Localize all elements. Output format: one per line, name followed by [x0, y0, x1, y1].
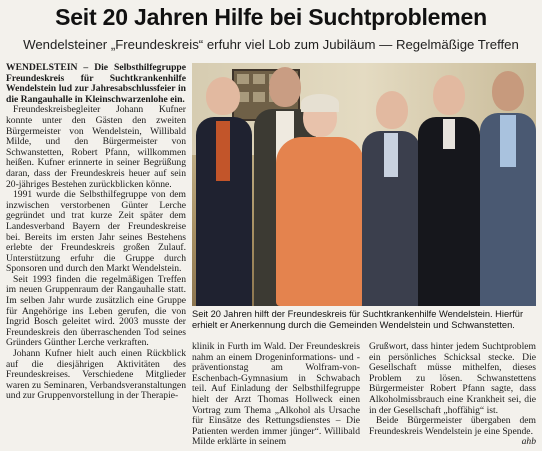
- person-figure: [362, 91, 420, 306]
- photo-caption: Seit 20 Jahren hilft der Freundeskreis für Suchtkrankenhilfe Wendelstein. Hierfür erhielt er Anerkennung durch die Gemeinden Wendelstein und Schwanstetten.: [192, 309, 524, 331]
- paragraph: 1991 wurde die Selbsthilfegruppe von dem inzwischen verstorbenen Günter Lerche gegründet und trat kurze Zeit später dem Landesverband Bayern der Freundeskreise bei. Bereits im ersten Jahr seines Bestehens erlebte der Freundeskreis großen Zulauf. Unterstützung erfuhr die Gruppe durch Sponsoren und durch den Markt Wendelstein.: [6, 189, 186, 275]
- article-column-2: [192, 342, 360, 448]
- article-column-1: [6, 63, 186, 448]
- article-column-3: [369, 342, 536, 448]
- paragraph: klinik in Furth im Wald. Der Freundeskreis nahm an einem Drogeninformations- und -präventionstag am Wolfram-von-Eschenbach-Gymnasium in Schwabach teil. Auf Einladung der Selbsthilfegruppe hielt der Arzt Thomas Hollweck einen Vortrag zum Thema „Alkohol als Ursache für Einsätze des Rettungsdienstes – Die Patienten werden immer jünger“. Willibald Milde erklärte in seinem: [192, 342, 360, 448]
- paragraph: Seit 1993 finden die regelmäßigen Treffen im neuen Gruppenraum der Rangauhalle statt. Im selben Jahr wurde zusätzlich eine Gruppe für Angehörige ins Leben gerufen, die von Ingrid Bosch geleitet wird. 2003 musste der Freundeskreis den überraschenden Tod seines Gründers Günther Lerche verkraften.: [6, 273, 186, 349]
- person-figure: [418, 73, 480, 306]
- subheadline: Wendelsteiner „Freundeskreis“ erfuhr viel Lob zum Jubiläum — Regelmäßige Treffen: [23, 37, 519, 52]
- person-figure: [276, 97, 364, 306]
- headline: Seit 20 Jahren Hilfe bei Suchtproblemen: [55, 4, 487, 30]
- paragraph: Beide Bürgermeister übergaben dem Freundeskreis Wendelstein je eine Spende.: [369, 415, 536, 437]
- author-signature: ahb: [521, 436, 536, 448]
- group-photo: [192, 63, 536, 306]
- paragraph: Johann Kufner hielt auch einen Rückblick auf die diesjährigen Aktivitäten des Freundeskreises. Verschiedene Mitglieder waren zu Seminaren, Verbandsveranstaltungen und zur Gruppenvorstellung in der Therapie-: [6, 348, 186, 402]
- person-figure: [480, 69, 536, 306]
- lead-paragraph: WENDELSTEIN – Die Selbsthilfegruppe Freundeskreis für Suchtkrankenhilfe Wendelstein lud zur Jahresabschlussfeier in die Rangauhalle in Kleinschwarzenlohe ein.: [6, 63, 186, 105]
- person-figure: [196, 73, 252, 306]
- paragraph: Freundeskreisbegleiter Johann Kufner konnte unter den Gästen den zweiten Bürgermeister von Wendelstein, Willibald Milde, und den Bürgermeister von Schwanstetten, Robert Pfann, willkommen heißen. Kufner erinnerte in seiner Begrüßung daran, dass der Freundeskreis heuer auf sein 20-jähriges Bestehen zurückblicken könne.: [6, 104, 186, 190]
- paragraph: Grußwort, dass hinter jedem Suchtproblem ein persönliches Schicksal stecke. Die Gesellschaft müsse mithelfen, dieses Problem zu lösen. Schwanstettens Bürgermeister Robert Pfann sagte, dass Alkoholmissbrauch eine Krankheit sei, die in der Gesellschaft „hoffähig“ ist.: [369, 342, 536, 416]
